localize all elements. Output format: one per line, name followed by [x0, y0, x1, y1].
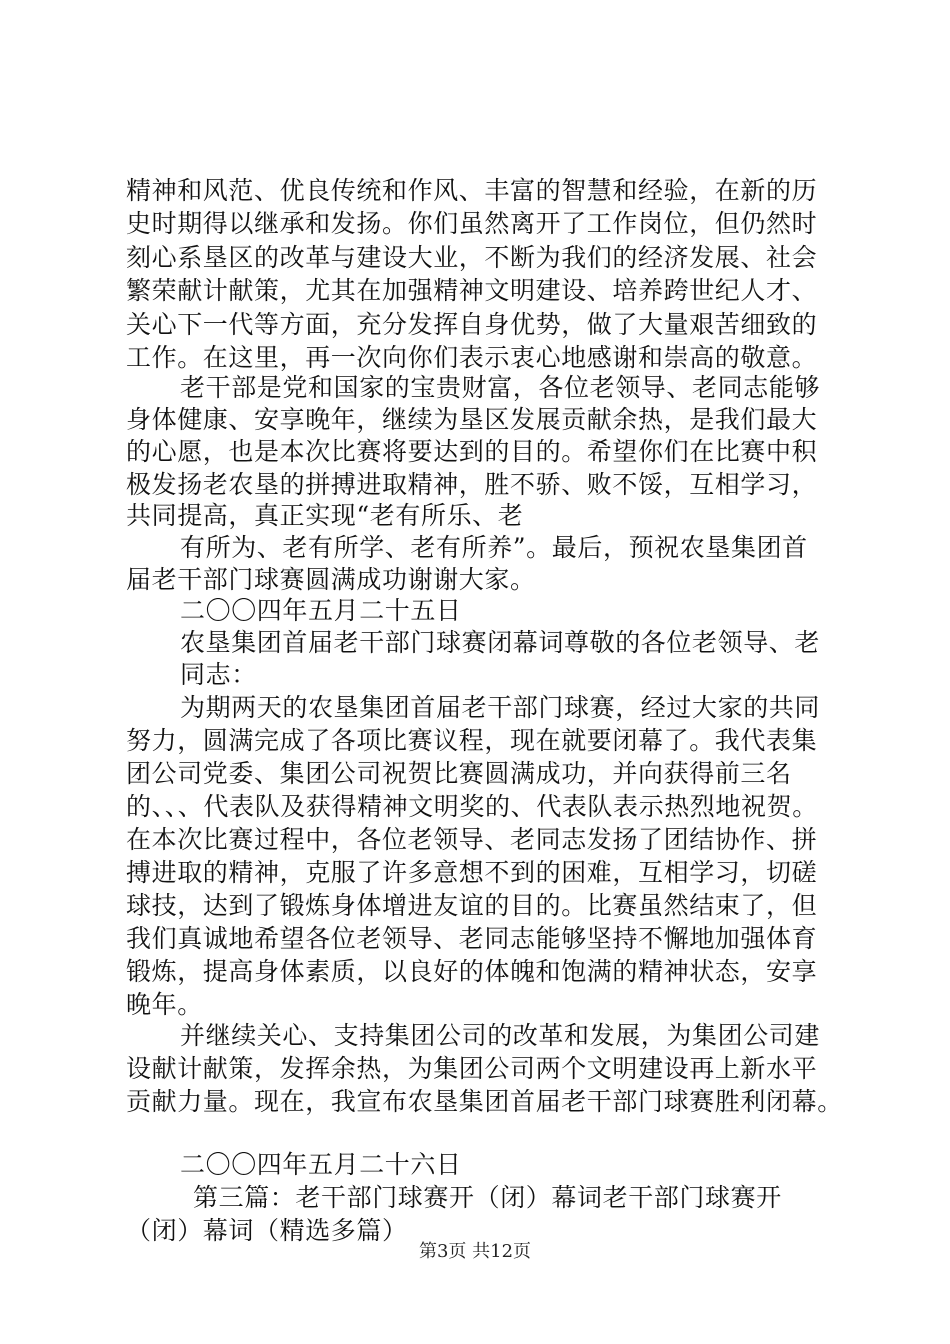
text-line: 锻炼，提高身体素质，以良好的体魄和饱满的精神状态，安享 [126, 957, 818, 986]
text-line: 极发扬老农垦的拼搏进取精神，胜不骄、败不馁，互相学习， [126, 470, 818, 499]
section-heading: 第三篇：老干部门球赛开（闭）幕词老干部门球赛开 [193, 1183, 782, 1212]
section-heading: （闭）幕词（精选多篇） [126, 1216, 408, 1245]
text-line: 繁荣献计献策，尤其在加强精神文明建设、培养跨世纪人才、 [126, 276, 818, 305]
text-line: 身体健康、安享晚年，继续为垦区发展贡献余热，是我们最大 [126, 405, 818, 434]
text-line: 球技，达到了锻炼身体增进友谊的目的。比赛虽然结束了，但 [126, 891, 818, 920]
text-line: 努力，圆满完成了各项比赛议程，现在就要闭幕了。我代表集 [126, 726, 818, 755]
text-line: 史时期得以继承和发扬。你们虽然离开了工作岗位，但仍然时 [126, 209, 818, 238]
text-line: 并继续关心、支持集团公司的改革和发展，为集团公司建 [180, 1021, 821, 1050]
text-line: 共同提高，真正实现“老有所乐、老 [126, 501, 524, 530]
text-line: 贡献力量。现在，我宣布农垦集团首届老干部门球赛胜利闭幕。 [126, 1087, 843, 1116]
text-line: 设献计献策，发挥余热，为集团公司两个文明建设再上新水平 [126, 1054, 818, 1083]
date-line: 二〇〇四年五月二十六日 [180, 1150, 462, 1179]
text-line: 搏进取的精神，克服了许多意想不到的困难，互相学习，切磋 [126, 858, 818, 887]
date-line: 二〇〇四年五月二十五日 [180, 596, 462, 625]
text-line: 的心愿，也是本次比赛将要达到的目的。希望你们在比赛中积 [126, 437, 818, 466]
text-line: 精神和风范、优良传统和作风、丰富的智慧和经验，在新的历 [126, 176, 818, 205]
text-line: 届老干部门球赛圆满成功谢谢大家。 [126, 565, 536, 594]
text-line: 刻心系垦区的改革与建设大业，不断为我们的经济发展、社会 [126, 243, 818, 272]
text-line: 的、、、代表队及获得精神文明奖的、代表队表示热烈地祝贺。 [126, 792, 818, 821]
text-line: 老干部是党和国家的宝贵财富，各位老领导、老同志能够 [180, 373, 821, 402]
text-line: 在本次比赛过程中，各位老领导、老同志发扬了团结协作、拼 [126, 825, 818, 854]
text-line: 有所为、老有所学、老有所养”。最后，预祝农垦集团首 [180, 533, 808, 562]
text-line: 农垦集团首届老干部门球赛闭幕词尊敬的各位老领导、老 [180, 628, 821, 657]
page-number: 第3页 共12页 [418, 1241, 532, 1262]
text-line: 同志： [180, 660, 257, 689]
text-line: 晚年。 [126, 990, 203, 1019]
text-line: 为期两天的农垦集团首届老干部门球赛，经过大家的共同 [180, 693, 821, 722]
text-line: 我们真诚地希望各位老领导、老同志能够坚持不懈地加强体育 [126, 924, 818, 953]
text-line: 工作。在这里，再一次向你们表示衷心地感谢和崇高的敬意。 [126, 343, 818, 372]
text-line: 团公司党委、集团公司祝贺比赛圆满成功，并向获得前三名 [126, 759, 792, 788]
text-line: 关心下一代等方面，充分发挥自身优势，做了大量艰苦细致的 [126, 310, 818, 339]
